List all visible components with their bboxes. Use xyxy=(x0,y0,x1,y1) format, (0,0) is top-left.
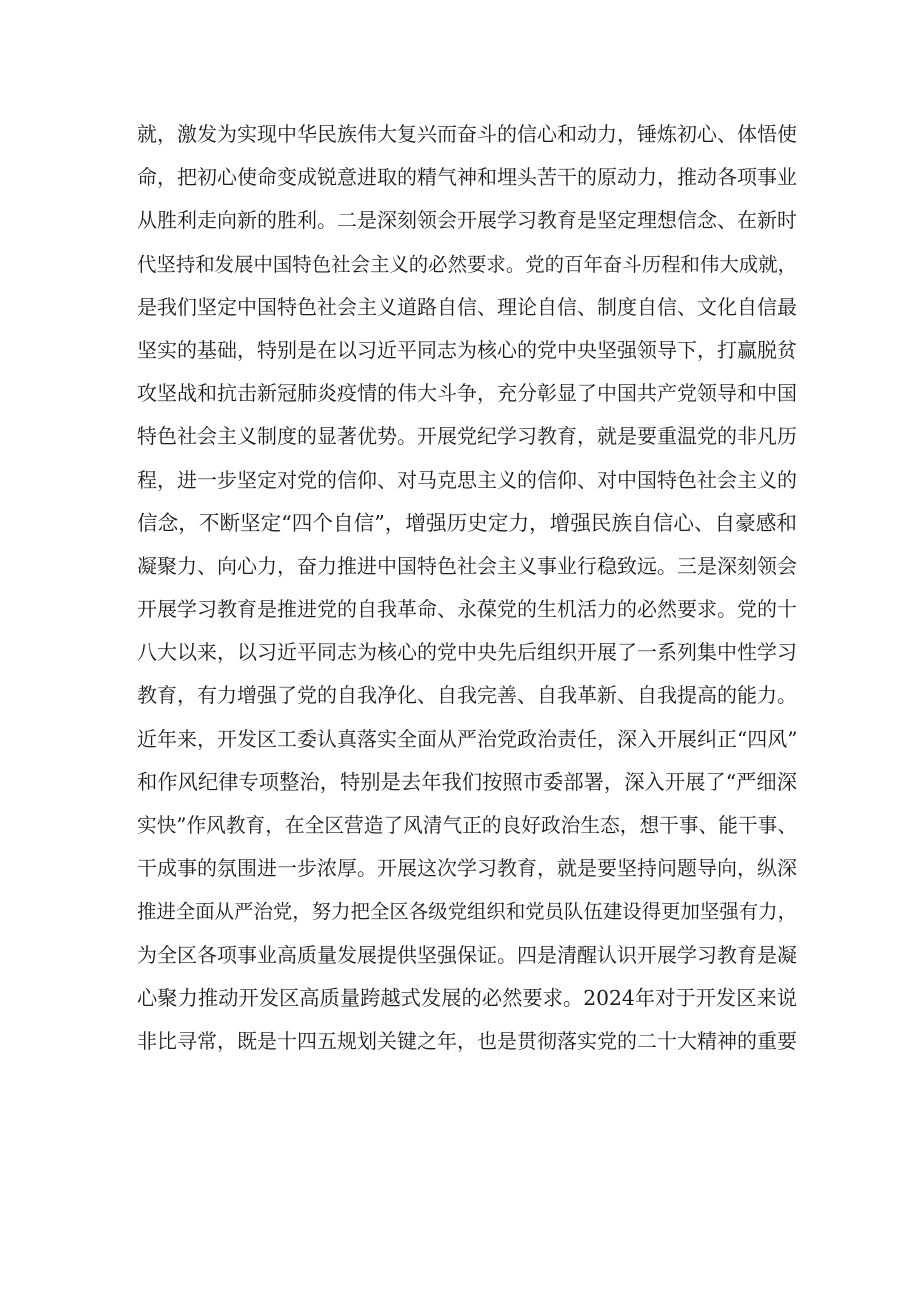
text-line: 干成事的氛围进一步浓厚。开展这次学习教育，就是要坚持问题导向，纵深 xyxy=(137,856,797,881)
text-line: 从胜利走向新的胜利。二是深刻领会开展学习教育是坚定理想信念、在新时 xyxy=(137,208,797,233)
text-line: 攻坚战和抗击新冠肺炎疫情的伟大斗争，充分彰显了中国共产党领导和中国 xyxy=(137,381,797,406)
text-line: 命，把初心使命变成锐意进取的精气神和埋头苦干的原动力，推动各项事业 xyxy=(137,165,797,190)
text-line: 实快”作风教育，在全区营造了风清气正的良好政治生态，想干事、能干事、 xyxy=(137,814,797,837)
text-line: 特色社会主义制度的显著优势。开展党纪学习教育，就是要重温党的非凡历 xyxy=(137,424,797,449)
text-line: 程，进一步坚定对党的信仰、对马克思主义的信仰、对中国特色社会主义的 xyxy=(137,467,797,492)
text-line: 推进全面从严治党，努力把全区各级党组织和党员队伍建设得更加坚强有力， xyxy=(137,900,797,924)
text-line: 坚实的基础，特别是在以习近平同志为核心的党中央坚强领导下，打赢脱贫 xyxy=(137,337,797,362)
text-line: 代坚持和发展中国特色社会主义的必然要求。党的百年奋斗历程和伟大成就， xyxy=(137,252,797,276)
text-line: 八大以来，以习近平同志为核心的党中央先后组织开展了一系列集中性学习 xyxy=(137,640,797,665)
text-line: 教育，有力增强了党的自我净化、自我完善、自我革新、自我提高的能力。 xyxy=(137,683,797,708)
text-line: 就，激发为实现中华民族伟大复兴而奋斗的信心和动力，锤炼初心、体悟使 xyxy=(137,122,797,146)
text-line: 是我们坚定中国特色社会主义道路自信、理论自信、制度自信、文化自信最 xyxy=(137,294,797,319)
text-line: 凝聚力、向心力，奋力推进中国特色社会主义事业行稳致远。三是深刻领会 xyxy=(137,553,797,578)
text-line: 心聚力推动开发区高质量跨越式发展的必然要求。2024年对于开发区来说 xyxy=(137,985,798,1010)
body-paragraph xyxy=(137,113,797,1063)
text-line: 和作风纪律专项整治，特别是去年我们按照市委部署，深入开展了“严细深 xyxy=(137,769,797,794)
text-line: 近年来，开发区工委认真落实全面从严治党政治责任，深入开展纠正“四风” xyxy=(137,726,798,751)
text-line: 非比寻常，既是十四五规划关键之年，也是贯彻落实党的二十大精神的重要 xyxy=(137,1028,797,1053)
text-line: 开展学习教育是推进党的自我革命、永葆党的生机活力的必然要求。党的十 xyxy=(137,597,797,622)
text-line: 为全区各项事业高质量发展提供坚强保证。四是清醒认识开展学习教育是凝 xyxy=(137,942,797,967)
text-line: 信念，不断坚定“四个自信”，增强历史定力，增强民族自信心、自豪感和 xyxy=(137,510,797,535)
